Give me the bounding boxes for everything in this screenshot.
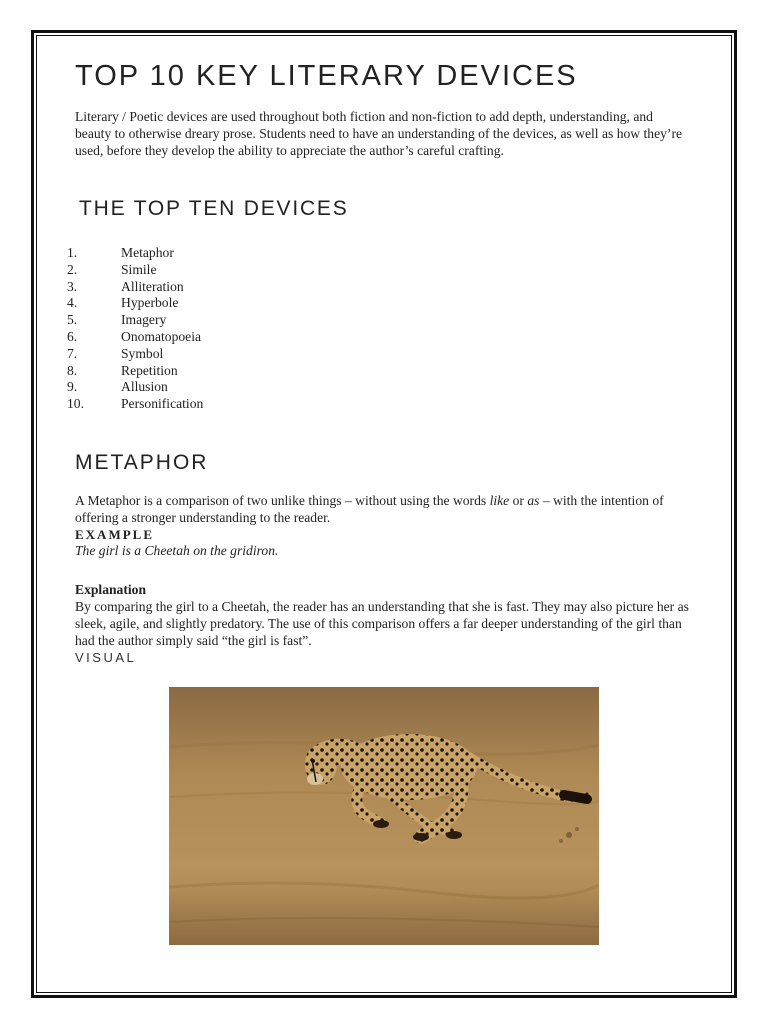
cheetah-photo-graphic — [169, 687, 599, 945]
list-item: 3. Alliteration — [67, 278, 184, 294]
metaphor-definition: A Metaphor is a comparison of two unlike things – without using the words like or as – with the intention of offering a stronger understanding to the reader. — [75, 493, 664, 525]
list-item: 10. Personification — [67, 396, 204, 412]
device-list — [67, 245, 203, 413]
intro-paragraph: Literary / Poetic devices are used throughout both fiction and non-fiction to add depth, understanding, and beauty to otherwise dreary prose. Students need to have an understanding of the devices, as well as how they’re used, before they develop the ability to appreciate the author’s careful crafting. — [75, 109, 682, 158]
list-item: 7. Symbol — [67, 345, 164, 361]
example-text: The girl is a Cheetah on the gridiron. — [75, 543, 279, 558]
explanation-label: Explanation — [75, 582, 147, 597]
devices-heading: THE TOP TEN DEVICES — [79, 197, 349, 220]
metaphor-heading: METAPHOR — [75, 451, 209, 474]
list-item: 9. Allusion — [67, 379, 168, 395]
example-label: EXAMPLE — [75, 527, 154, 542]
cheetah-running-photo — [169, 687, 599, 945]
list-item: 5. Imagery — [67, 312, 167, 328]
visual-label: VISUAL — [75, 650, 137, 665]
list-item: 8. Repetition — [67, 362, 178, 378]
page-title: TOP 10 KEY LITERARY DEVICES — [75, 60, 578, 92]
list-item: 6. Onomatopoeia — [67, 328, 202, 344]
explanation-text: By comparing the girl to a Cheetah, the reader has an understanding that she is fast. They may also picture her as sleek, agile, and slightly predatory. The use of this comparison offers a far deeper understanding of the girl than had the author simply said “the girl is fast”. — [75, 599, 689, 648]
list-item: 2. Simile — [67, 261, 157, 277]
list-item: 1. Metaphor — [67, 245, 174, 260]
list-item: 4. Hyperbole — [67, 295, 179, 311]
